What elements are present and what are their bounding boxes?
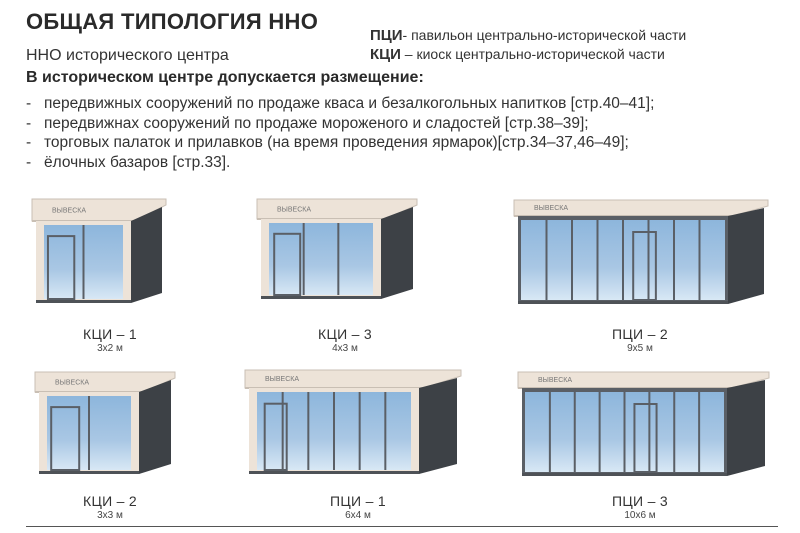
list-item <box>26 94 654 114</box>
kiosk-size: 3х3 м <box>97 510 123 521</box>
kiosk-drawing <box>516 368 774 480</box>
legend-row-pci <box>370 26 686 45</box>
sign-label: ВЫВЕСКА <box>277 206 312 214</box>
kiosk-caption <box>70 326 150 354</box>
kiosk-illustration-kci-3 <box>255 195 420 303</box>
page-subtitle: ННО исторического центра <box>26 47 229 64</box>
kiosk-size: 10х6 м <box>624 510 656 521</box>
list-dash: - <box>26 153 32 171</box>
kiosk-caption <box>600 326 680 354</box>
sign-label: ВЫВЕСКА <box>55 379 90 387</box>
list-item-text: торговых палаток и прилавков (на время проведения ярмарок)[стр.34–37,46–49]; <box>44 134 629 152</box>
base <box>261 296 381 299</box>
kiosk-drawing <box>243 366 465 478</box>
base <box>249 471 419 474</box>
legend-text: – киоск центрально-исторической части <box>400 46 665 62</box>
list-item-text: передвижнах сооружений по продаже мороженого и сладостей [стр.38–39]; <box>44 114 589 132</box>
abbreviation-legend <box>370 26 686 64</box>
kiosk-drawing <box>512 196 774 308</box>
list-item-text: передвижных сооружений по продаже кваса и безалкогольных напитков [стр.40–41]; <box>44 95 655 112</box>
list-dash: - <box>26 95 32 112</box>
kiosk-drawing <box>30 195 170 307</box>
sign-label: ВЫВЕСКА <box>52 207 87 215</box>
page-title: ОБЩАЯ ТИПОЛОГИЯ ННО <box>26 9 319 34</box>
side-wall <box>381 207 413 299</box>
pavilion-illustration-pci-1 <box>243 366 465 478</box>
kiosk-size: 4х3 м <box>332 343 358 354</box>
base <box>522 473 727 476</box>
placement-list <box>26 94 654 172</box>
sign-label: ВЫВЕСКА <box>265 376 300 384</box>
pavilion-illustration-pci-3 <box>516 368 774 480</box>
kiosk-caption <box>305 326 385 354</box>
sign-label: ВЫВЕСКА <box>538 376 573 384</box>
kiosk-code: КЦИ – 2 <box>82 493 138 509</box>
kiosk-drawing <box>255 195 420 303</box>
side-wall <box>139 380 171 474</box>
kiosk-caption <box>318 493 398 521</box>
side-wall <box>131 207 162 303</box>
kiosk-code: КЦИ – 1 <box>82 326 138 342</box>
side-wall <box>728 208 764 304</box>
kiosk-code: КЦИ – 3 <box>317 326 373 342</box>
kiosk-code: ПЦИ – 2 <box>612 326 668 342</box>
legend-row-kci <box>370 45 686 64</box>
kiosk-illustration-kci-1 <box>30 195 170 307</box>
legend-text: - павильон центрально-исторической части <box>402 27 687 43</box>
kiosk-size: 9х5 м <box>627 343 653 354</box>
kiosk-drawing <box>33 368 178 478</box>
list-dash: - <box>26 134 32 152</box>
base <box>518 301 728 304</box>
list-item <box>26 133 654 153</box>
kiosk-size: 6х4 м <box>345 510 371 521</box>
list-item <box>26 114 654 134</box>
bottom-divider <box>26 526 778 527</box>
base <box>39 471 139 474</box>
sign-label: ВЫВЕСКА <box>534 204 569 212</box>
kiosk-code: ПЦИ – 1 <box>330 493 386 509</box>
placement-lead: В историческом центре допускается размещение: <box>26 69 424 86</box>
list-dash: - <box>26 114 32 132</box>
kiosk-caption <box>70 493 150 521</box>
kiosk-caption <box>600 493 680 521</box>
pavilion-illustration-pci-2 <box>512 196 774 308</box>
base <box>36 300 131 303</box>
side-wall <box>419 378 457 474</box>
legend-abbr: ПЦИ <box>370 27 403 44</box>
side-wall <box>727 380 765 476</box>
kiosk-size: 3х2 м <box>97 343 123 354</box>
kiosk-illustration-kci-2 <box>33 368 178 478</box>
list-item <box>26 153 654 173</box>
legend-abbr: КЦИ <box>370 46 401 63</box>
list-item-text: ёлочных базаров [стр.33]. <box>44 153 231 171</box>
kiosk-code: ПЦИ – 3 <box>612 493 668 509</box>
